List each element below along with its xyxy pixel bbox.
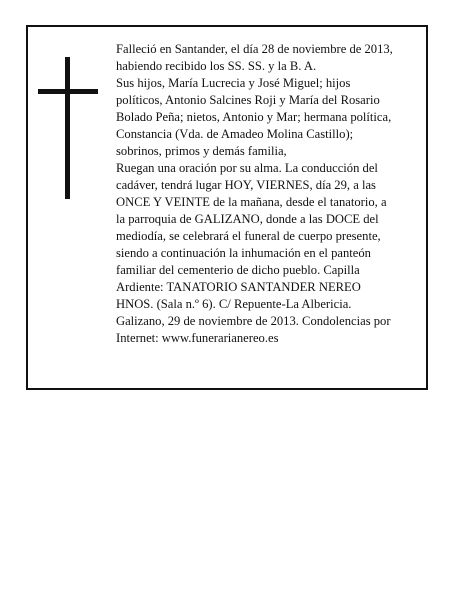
cross-icon (38, 57, 98, 199)
notice-line: HNOS. (Sala n.º 6). C/ Repuente-La Albericia. (116, 297, 352, 311)
notice-line: habiendo recibido los SS. SS. y la B. A. (116, 59, 317, 73)
obituary-text (116, 41, 418, 347)
notice-line: Sus hijos, María Lucrecia y José Miguel; hijos (116, 76, 351, 90)
notice-line: Galizano, 29 de noviembre de 2013. Condolencias por (116, 314, 391, 328)
notice-line: Falleció en Santander, el día 28 de noviembre de 2013, (116, 42, 393, 56)
notice-line: Ardiente: TANATORIO SANTANDER NEREO (116, 280, 361, 294)
notice-line: Ruegan una oración por su alma. La conducción del (116, 161, 378, 175)
notice-line: la parroquia de GALIZANO, donde a las DOCE del (116, 212, 379, 226)
notice-line: ONCE Y VEINTE de la mañana, desde el tanatorio, a (116, 195, 387, 209)
notice-line: siendo a continuación la inhumación en el panteón (116, 246, 371, 260)
notice-line: mediodía, se celebrará el funeral de cuerpo presente, (116, 229, 381, 243)
notice-line: sobrinos, primos y demás familia, (116, 144, 287, 158)
notice-line: familiar del cementerio de dicho pueblo. Capilla (116, 263, 360, 277)
notice-line: políticos, Antonio Salcines Roji y María del Rosario (116, 93, 380, 107)
obituary-notice (26, 25, 428, 390)
notice-line: cadáver, tendrá lugar HOY, VIERNES, día 29, a las (116, 178, 376, 192)
notice-line: Constancia (Vda. de Amadeo Molina Castillo); (116, 127, 354, 141)
notice-line: Bolado Peña; nietos, Antonio y Mar; hermana política, (116, 110, 392, 124)
notice-line: Internet: www.funerarianereo.es (116, 331, 279, 345)
